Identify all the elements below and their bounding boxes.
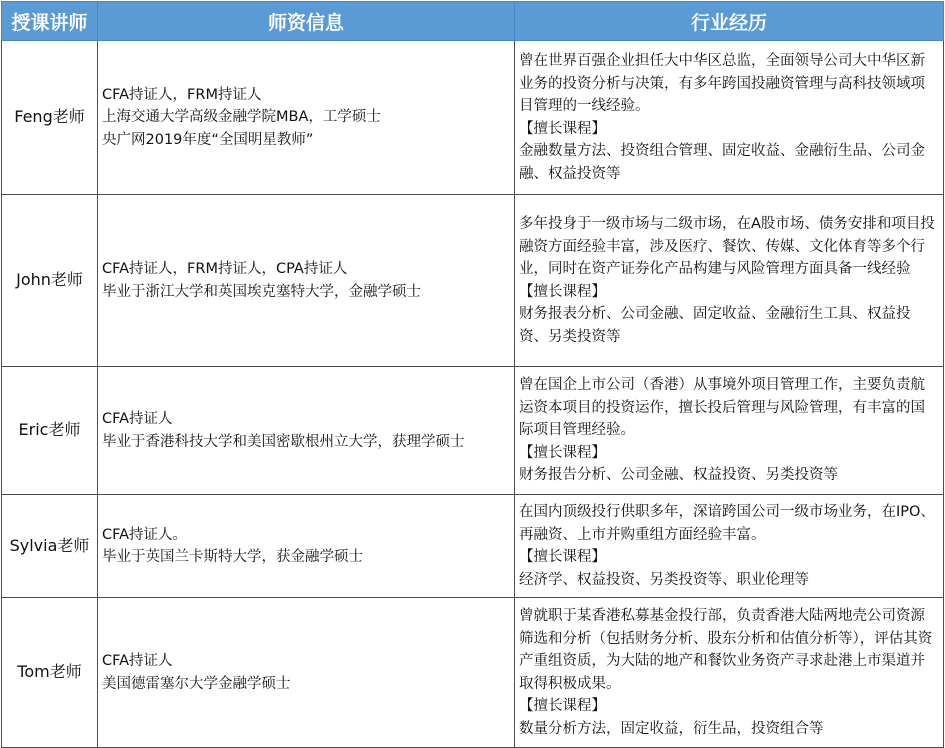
credentials-cell (98, 195, 515, 367)
courses-text: 经济学、权益投资、另类投资等、职业伦理等 (519, 571, 809, 588)
credential-line: CFA持证人，FRM持证人，CPA持证人 (102, 261, 348, 277)
experience-cell (515, 195, 944, 367)
experience-text: 多年投身于一级市场与二级市场，在A股市场、债务安排和项目投融资方面经验丰富，涉及医疗、餐饮、传媒、文化体育等多个行业，同时在资产证券化产品构建与风险管理方面具备一线经验 (519, 216, 935, 277)
courses-text: 财务报告分析、公司金融、权益投资、另类投资等 (519, 467, 838, 484)
experience-text: 曾在国企上市公司（香港）从事境外项目管理工作，主要负责航运资本项目的投资运作，擅长投后管理与风险管理，有丰富的国际项目管理经验。 (519, 377, 925, 439)
header-instructor: 授课讲师 (2, 2, 98, 41)
experience-cell (515, 367, 944, 495)
credential-line: CFA持证人。 (102, 526, 188, 543)
instructor-name: Feng老师 (2, 41, 98, 195)
courses-text: 金融数量方法、投资组合管理、固定收益、金融衍生品、公司金融、权益投资等 (519, 143, 925, 182)
credential-line: 毕业于浙江大学和英国埃克塞特大学，金融学硕士 (102, 283, 421, 300)
credential-line: 上海交通大学高级金融学院MBA，工学硕士 (102, 109, 381, 126)
instructor-name: Tom老师 (2, 598, 98, 748)
skill-label: 【擅长课程】 (519, 444, 606, 461)
table-row (2, 598, 944, 748)
instructor-table (1, 1, 944, 748)
skill-label: 【擅长课程】 (519, 120, 606, 137)
credentials-cell (98, 367, 515, 495)
experience-cell (515, 495, 944, 598)
table-row (2, 367, 944, 495)
header-row (2, 2, 944, 41)
credential-line: CFA持证人 (102, 653, 173, 669)
table-row (2, 41, 944, 195)
experience-text: 曾就职于某香港私募基金投行部，负责香港大陆两地壳公司资源筛选和分析（包括财务分析、股东分析和估值分析等），评估其资产重组资质，为大陆的地产和餐饮业务资产寻求赴港上市渠道并取得积极成果。 (519, 608, 933, 692)
table-row (2, 195, 944, 367)
credentials-cell (98, 41, 515, 195)
header-credentials: 师资信息 (98, 2, 515, 41)
experience-cell (515, 598, 944, 748)
instructor-name: Sylvia老师 (2, 495, 98, 598)
table-row (2, 495, 944, 598)
experience-text: 曾在世界百强企业担任大中华区总监，全面领导公司大中华区新业务的投资分析与决策，有多年跨国投融资管理与高科技领域项目管理的一线经验。 (519, 53, 925, 114)
skill-label: 【擅长课程】 (519, 549, 606, 565)
credential-line: 毕业于香港科技大学和美国密歇根州立大学，获理学硕士 (102, 433, 465, 450)
skill-label: 【擅长课程】 (519, 283, 606, 300)
instructor-name: Eric老师 (2, 367, 98, 495)
credential-line: CFA持证人，FRM持证人 (102, 86, 262, 103)
header-experience: 行业经历 (515, 2, 944, 41)
credential-line: CFA持证人 (102, 411, 173, 427)
credentials-cell (98, 495, 515, 598)
courses-text: 财务报表分析、公司金融、固定收益、金融衍生工具、权益投资、另类投资等 (519, 306, 911, 345)
instructor-name: John老师 (2, 195, 98, 367)
credential-line: 毕业于英国兰卡斯特大学，获金融学硕士 (102, 549, 363, 565)
experience-text: 在国内顶级投行供职多年，深谙跨国公司一级市场业务，在IPO、再融资、上市并购重组方面经验丰富。 (519, 504, 935, 543)
credentials-cell (98, 598, 515, 748)
credential-line: 美国德雷塞尔大学金融学硕士 (102, 675, 291, 692)
experience-cell (515, 41, 944, 195)
credential-line: 央广网2019年度“全国明星教师” (102, 131, 314, 148)
courses-text: 数量分析方法，固定收益，衍生品，投资组合等 (519, 720, 824, 737)
skill-label: 【擅长课程】 (519, 698, 606, 714)
